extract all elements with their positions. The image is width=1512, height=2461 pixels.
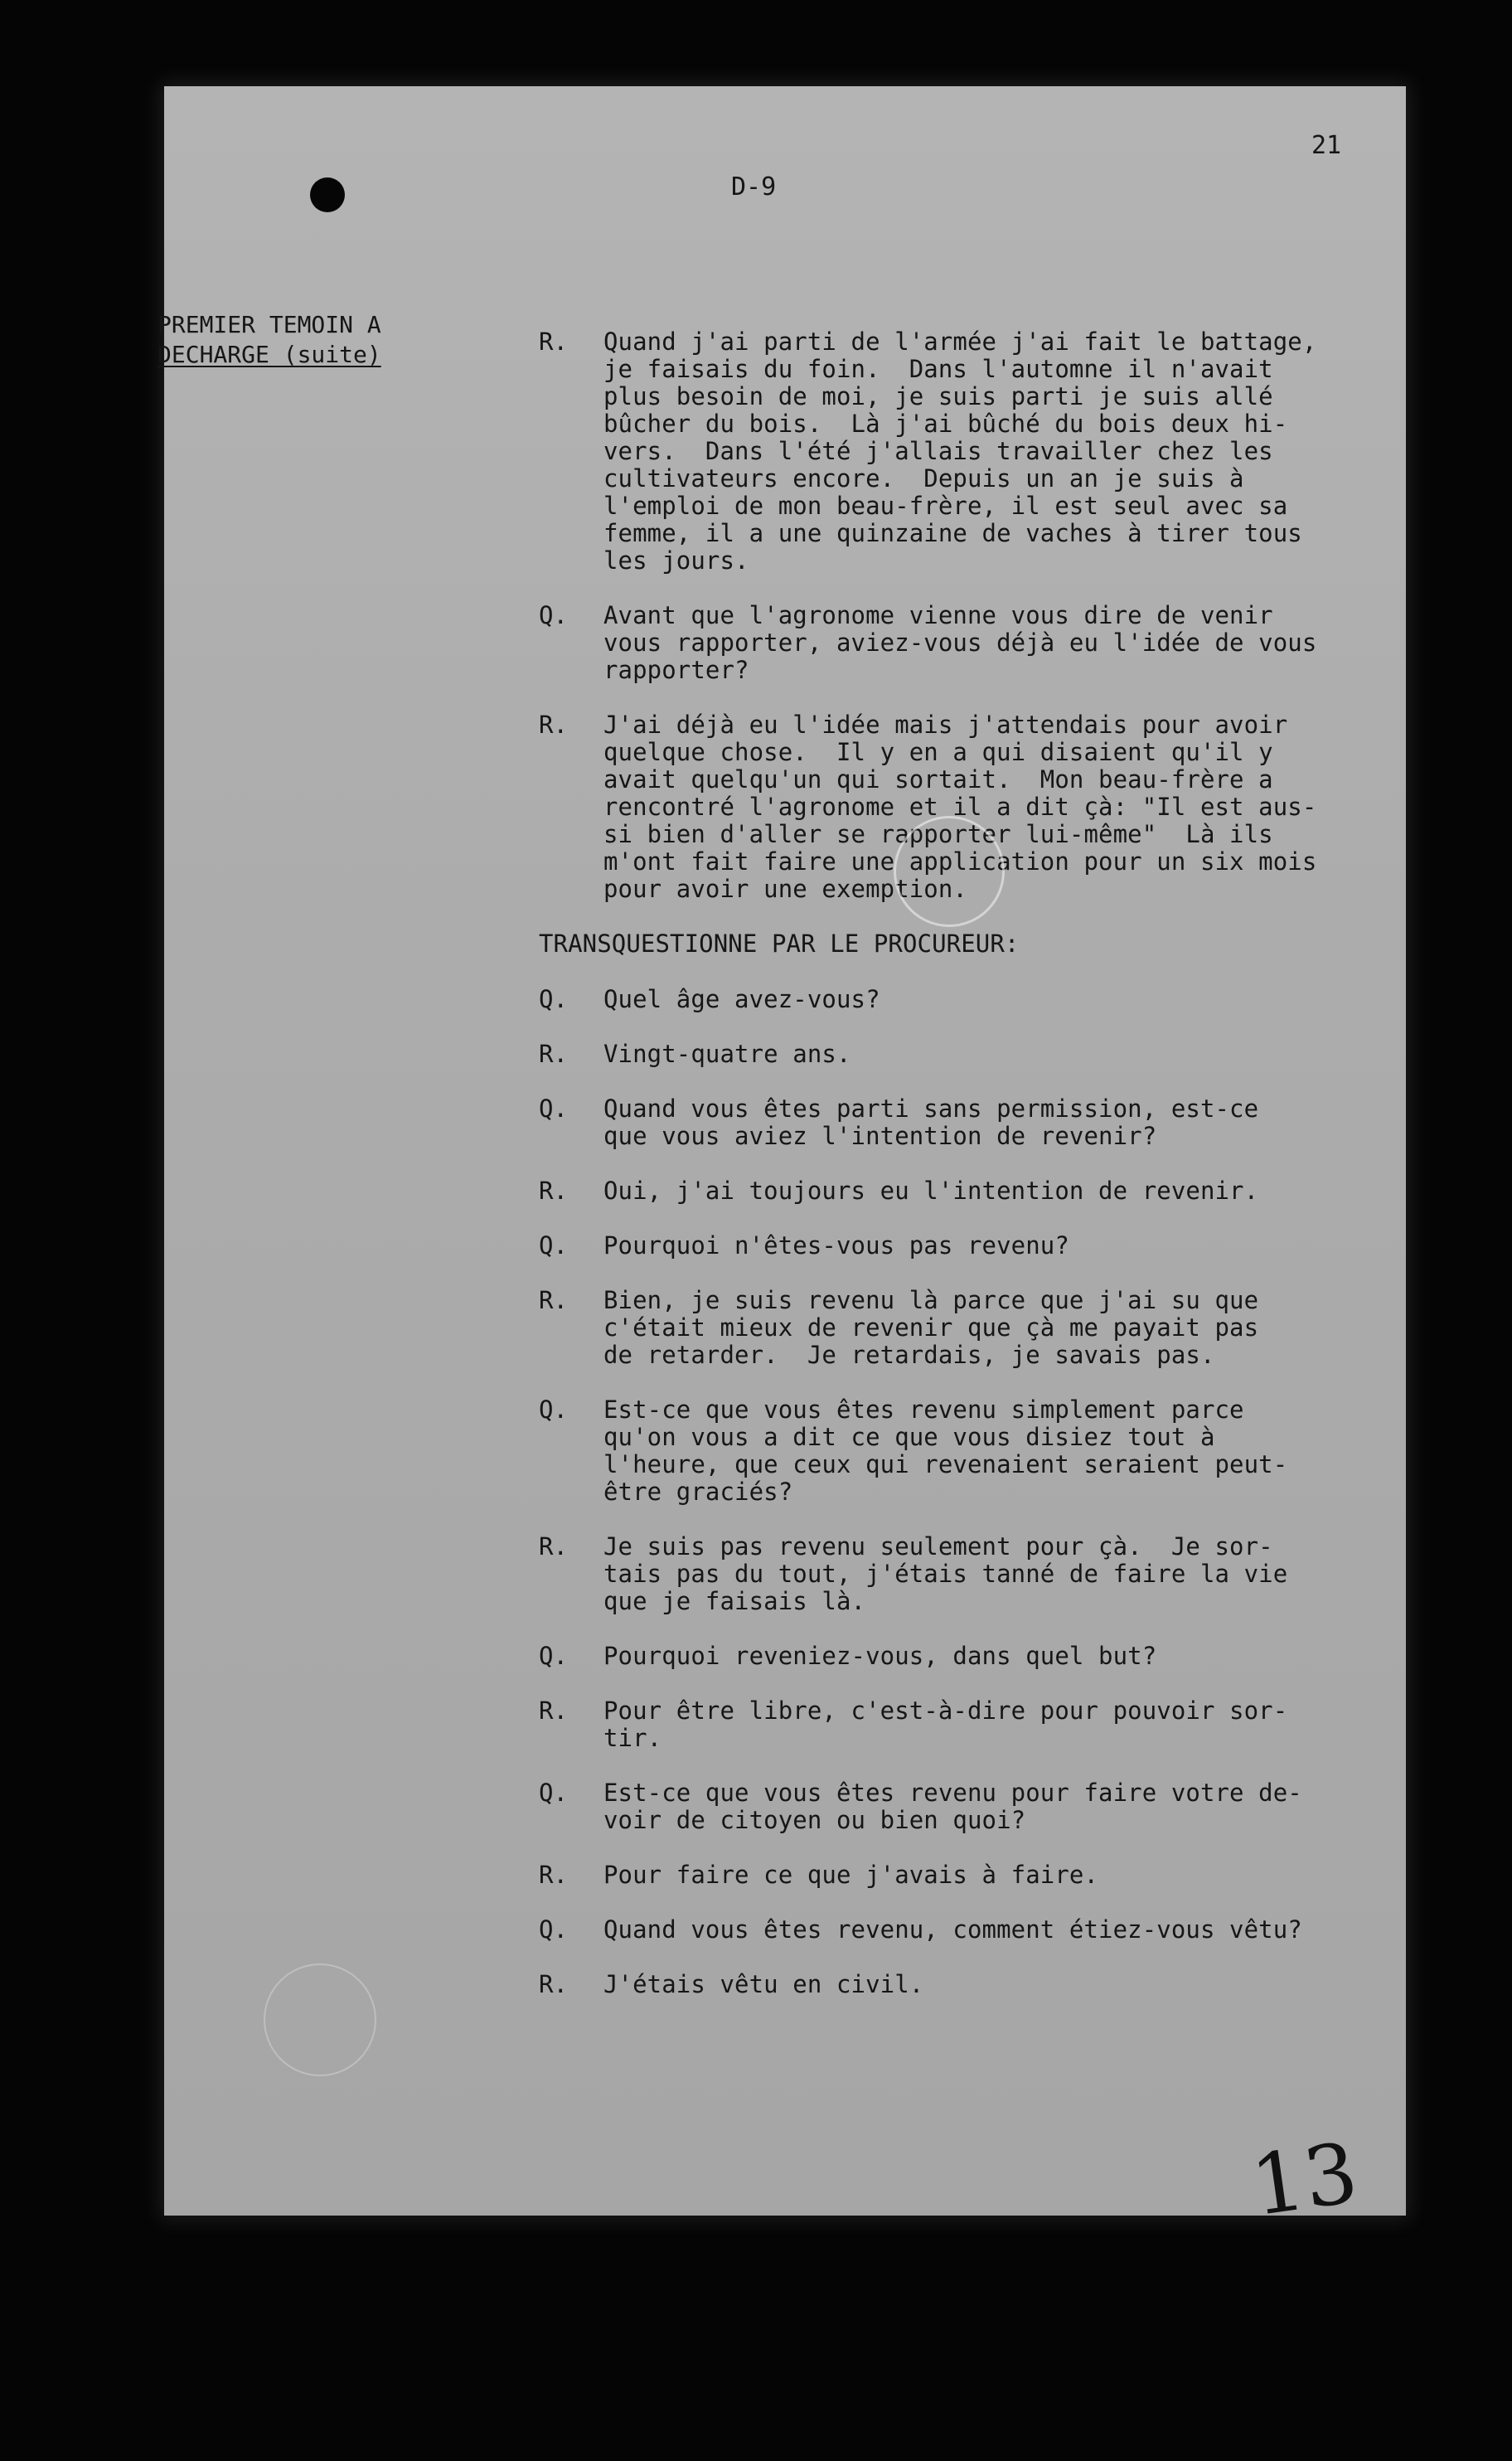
speaker-label: R. [539, 1861, 569, 1889]
transcript-entry [539, 1041, 1381, 1068]
entry-text: Quel âge avez-vous? [603, 985, 880, 1013]
transcript-entry [539, 1287, 1381, 1369]
page-number: 21 [1311, 131, 1342, 160]
speaker-label: Q. [539, 1779, 569, 1807]
transcript-entry [539, 1177, 1381, 1205]
entry-text: Oui, j'ai toujours eu l'intention de revenir. [603, 1177, 1259, 1205]
faded-stamp-mark [264, 1963, 376, 2076]
transcript-entry [539, 1916, 1381, 1944]
entry-text: Bien, je suis revenu là parce que j'ai su que c'était mieux de revenir que çà me payait pas de retarder. Je retardais, je savais pas. [603, 1286, 1259, 1369]
speaker-label: R. [539, 1696, 569, 1725]
transcript-entry [539, 1232, 1381, 1260]
transcript-entry [539, 1779, 1381, 1834]
speaker-label: R. [539, 711, 569, 739]
document-code: D-9 [731, 172, 777, 201]
speaker-label: Q. [539, 1642, 569, 1670]
transcript [539, 328, 1381, 2026]
cross-examination-heading: TRANSQUESTIONNE PAR LE PROCUREUR: [539, 930, 1020, 958]
speaker-label: Q. [539, 601, 569, 629]
entry-text: Pour faire ce que j'avais à faire. [603, 1861, 1099, 1889]
speaker-label: R. [539, 1970, 569, 1998]
faded-stamp-mark [894, 816, 1005, 927]
handwritten-folio-number: 13 [1245, 2124, 1364, 2235]
entry-text: Je suis pas revenu seulement pour çà. Je sor- tais pas du tout, j'étais tanné de faire la vie que je faisais là. [603, 1532, 1288, 1615]
entry-text: J'ai déjà eu l'idée mais j'attendais pour avoir quelque chose. Il y en a qui disaient qu'il y avait quelqu'un qui sortait. Mon beau-frère a rencontré l'agronome et il a dit çà: "Il est aus- si bien d'aller se rapporter lui-même" Là ils m'ont fait faire une application pour un six mois pour avoir une exemption. [603, 711, 1317, 903]
transcript-entry [539, 1697, 1381, 1752]
entry-text: Quand vous êtes parti sans permission, est-ce que vous aviez l'intention de revenir? [603, 1095, 1259, 1150]
entry-text: Pour être libre, c'est-à-dire pour pouvoir sor- tir. [603, 1696, 1288, 1752]
speaker-label: Q. [539, 1396, 569, 1424]
speaker-label: Q. [539, 1231, 569, 1260]
witness-heading-line1: PREMIER TEMOIN A [158, 311, 381, 338]
speaker-label: Q. [539, 1095, 569, 1123]
transcript-entry [539, 986, 1381, 1013]
speaker-label: Q. [539, 1915, 569, 1944]
entry-text: J'étais vêtu en civil. [603, 1970, 924, 1998]
transcript-part2 [539, 986, 1381, 1998]
transcript-entry [539, 328, 1381, 575]
transcript-entry [539, 1862, 1381, 1889]
entry-text: Vingt-quatre ans. [603, 1040, 851, 1068]
transcript-entry [539, 1095, 1381, 1150]
entry-text: Pourquoi reveniez-vous, dans quel but? [603, 1642, 1157, 1670]
speaker-label: R. [539, 1286, 569, 1314]
entry-text: Quand j'ai parti de l'armée j'ai fait le battage, je faisais du foin. Dans l'automne il n'avait plus besoin de moi, je suis parti je suis allé bûcher du bois. Là j'ai bûché du bois deux hi- vers. Dans l'été j'allais travailler chez les cultivateurs encore. Depuis un an je suis à l'emploi de mon beau-frère, il est seul avec sa femme, il a une quinzaine de vaches à tirer tous les jours. [603, 328, 1317, 575]
entry-text: Pourquoi n'êtes-vous pas revenu? [603, 1231, 1069, 1260]
entry-text: Avant que l'agronome vienne vous dire de venir vous rapporter, aviez-vous déjà eu l'idée de vous rapporter? [603, 601, 1317, 684]
entry-text: Quand vous êtes revenu, comment étiez-vous vêtu? [603, 1915, 1302, 1944]
transcript-entry [539, 1643, 1381, 1670]
speaker-label: R. [539, 1177, 569, 1205]
entry-text: Est-ce que vous êtes revenu pour faire votre de- voir de citoyen ou bien quoi? [603, 1779, 1302, 1834]
speaker-label: R. [539, 1532, 569, 1561]
transcript-entry [539, 602, 1381, 684]
document-page [158, 86, 1406, 2235]
speaker-label: R. [539, 1040, 569, 1068]
entry-text: Est-ce que vous êtes revenu simplement parce qu'on vous a dit ce que vous disiez tout à l'heure, que ceux qui revenaient seraient peut- être graciés? [603, 1396, 1288, 1506]
transcript-entry [539, 1533, 1381, 1615]
speaker-label: Q. [539, 985, 569, 1013]
witness-heading [158, 310, 381, 370]
punch-hole [310, 177, 345, 212]
speaker-label: R. [539, 328, 569, 356]
transcript-entry [539, 1396, 1381, 1506]
transcript-entry [539, 1971, 1381, 1998]
witness-heading-line2: DECHARGE (suite) [158, 341, 381, 368]
